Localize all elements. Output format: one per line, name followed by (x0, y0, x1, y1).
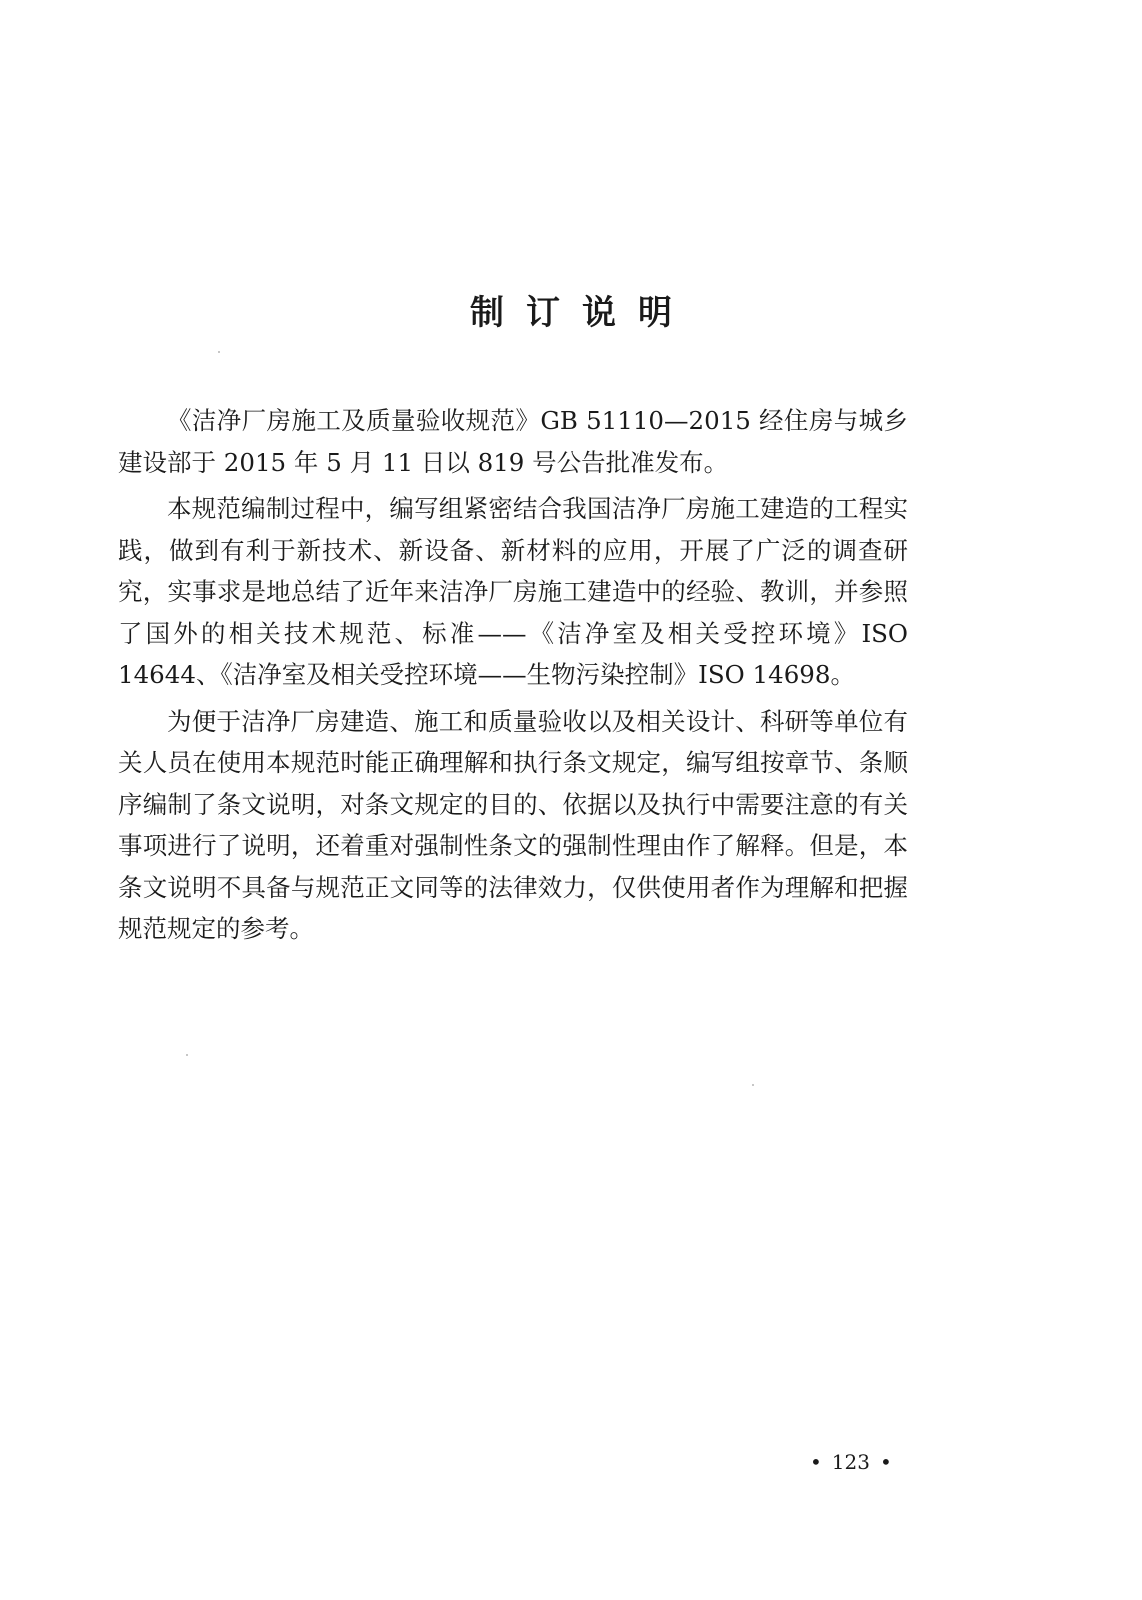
scan-speck (752, 1084, 754, 1086)
page-title: 制订说明 (470, 292, 694, 333)
page-number-dot-right: • (879, 1450, 892, 1474)
page-number-dot-left: • (810, 1450, 822, 1474)
page-number-value: 123 (831, 1450, 870, 1474)
page-number (800, 1448, 902, 1476)
paragraph-compilation: 本规范编制过程中，编写组紧密结合我国洁净厂房施工建造的工程实践，做到有利于新技术、新设备、新材料的应用，开展了广泛的调查研究，实事求是地总结了近年来洁净厂房施工建造中的经验、教训，并参照了国外的相关技术规范、标准——《洁净室及相关受控环境》ISO 14644、《洁净室及相关受控环境——生物污染控制》ISO 14698。 (118, 494, 908, 689)
paragraph-purpose: 为便于洁净厂房建造、施工和质量验收以及相关设计、科研等单位有关人员在使用本规范时能正确理解和执行条文规定，编写组按章节、条顺序编制了条文说明，对条文规定的目的、依据以及执行中需要注意的有关事项进行了说明，还着重对强制性条文的强制性理由作了解释。但是，本条文说明不具备与规范正文同等的法律效力，仅供使用者作为理解和把握规范规定的参考。 (118, 706, 908, 943)
scan-speck (218, 351, 220, 353)
scan-speck (186, 1054, 188, 1056)
paragraph-approval: 《洁净厂房施工及质量验收规范》GB 51110—2015 经住房与城乡建设部于 2015 年 5 月 11 日以 819 号公告批准发布。 (118, 406, 908, 477)
body-text (118, 400, 908, 955)
